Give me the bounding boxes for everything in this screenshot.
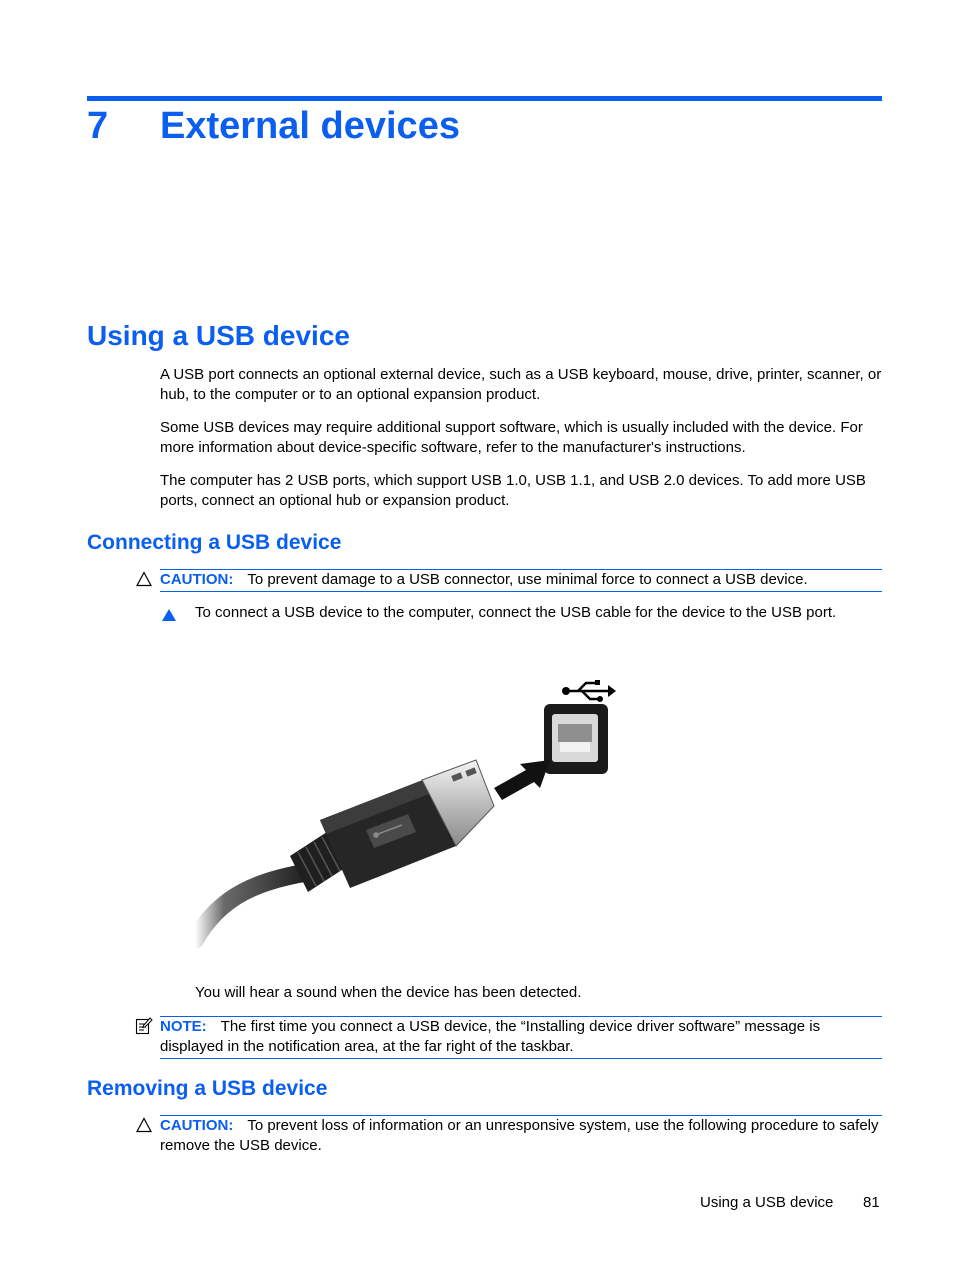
footer-page-number: 81 <box>863 1194 880 1211</box>
chapter-title: External devices <box>160 105 460 147</box>
note-notice <box>160 1016 882 1059</box>
caution-label: CAUTION: <box>160 1117 234 1134</box>
step-triangle-icon <box>161 607 177 623</box>
caution-notice-connect <box>160 569 882 592</box>
removing-title: Removing a USB device <box>87 1077 328 1100</box>
paragraph-1: A USB port connects an optional external device, such as a USB keyboard, mouse, drive, printer, scanner, or hub, to the computer or to an optional expansion product. <box>160 366 882 403</box>
caution-label: CAUTION: <box>160 571 234 588</box>
section-title: Using a USB device <box>87 320 350 351</box>
insert-arrow-icon <box>494 760 550 800</box>
note-text: The first time you connect a USB device, the “Installing device driver software” message is displayed in the notification area, at the far right of the taskbar. <box>160 1018 821 1055</box>
footer-section-name: Using a USB device <box>700 1194 834 1211</box>
caution-icon <box>136 1117 152 1133</box>
usb-port-illustration <box>544 704 608 774</box>
chapter-number: 7 <box>87 105 109 147</box>
caution-text: To prevent damage to a USB connector, use minimal force to connect a USB device. <box>247 571 808 588</box>
usb-cable <box>195 872 310 940</box>
note-icon <box>135 1017 153 1035</box>
step-text: To connect a USB device to the computer, connect the USB cable for the device to the USB port. <box>195 604 837 621</box>
paragraph-2: Some USB devices may require additional support software, which is usually included with the device. For more information about device-specific software, refer to the manufacturer's instructions. <box>160 419 863 456</box>
usb-symbol-icon <box>562 680 616 702</box>
usb-connect-illustration <box>190 670 630 960</box>
connecting-title: Connecting a USB device <box>87 531 342 554</box>
detected-text: You will hear a sound when the device has been detected. <box>195 984 582 1001</box>
caution-notice-remove <box>160 1115 882 1156</box>
note-label: NOTE: <box>160 1018 207 1035</box>
caution-text: To prevent loss of information or an unresponsive system, use the following procedure to safely remove the USB device. <box>160 1117 879 1154</box>
paragraph-3: The computer has 2 USB ports, which support USB 1.0, USB 1.1, and USB 2.0 devices. To add more USB ports, connect an optional hub or expansion product. <box>160 472 866 509</box>
caution-icon <box>136 571 152 587</box>
